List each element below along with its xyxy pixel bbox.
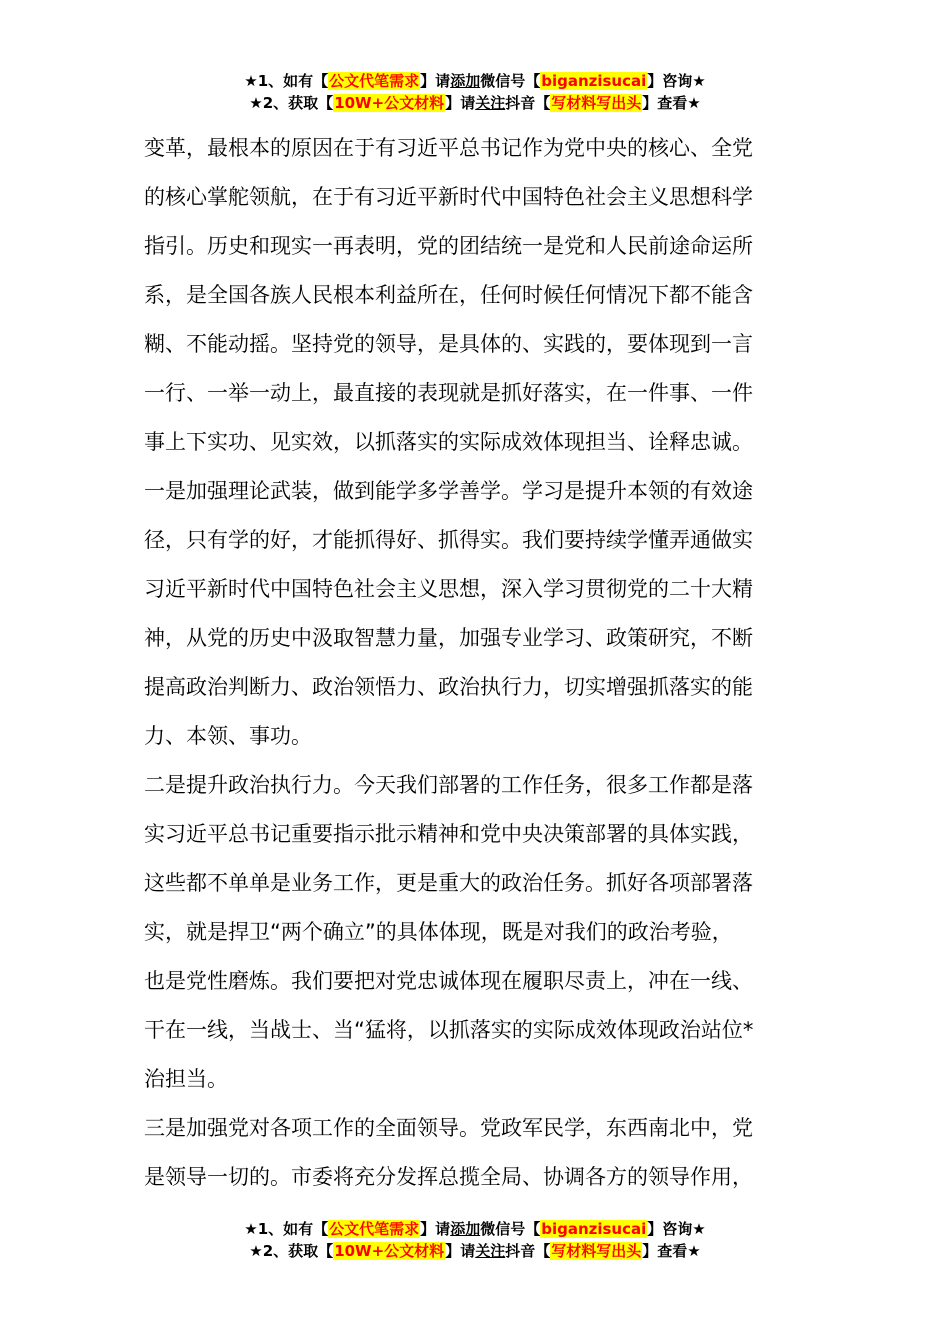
body-line: 干在一线，当战士、当“猛将，以抓落实的实际成效体现政治站位* [144,1018,754,1042]
header-highlight-materials: 10W+公文材料 [334,94,445,112]
footer-line-1-prefix: ★1、如有【 [244,1220,329,1238]
header-line-1-mid2: 微信号【 [480,72,541,90]
footer-line-2-prefix: ★2、获取【 [249,1242,334,1260]
body-line: 糊、不能动摇。坚持党的领导，是具体的、实践的，要体现到一言 [144,332,753,356]
footer-line-1 [0,1218,950,1240]
header-line-2-mid: 】请 [445,94,476,112]
body-line: 实习近平总书记重要指示批示精神和党中央决策部署的具体实践， [144,822,753,846]
body-line: 也是党性磨炼。我们要把对党忠诚体现在履职尽责上，冲在一线、 [144,969,753,993]
header-highlight-service: 公文代笔需求 [329,72,420,90]
document-body [144,124,808,1202]
body-line: 治担当。 [144,1067,228,1091]
body-line: 三是加强党对各项工作的全面领导。党政军民学，东西南北中，党 [144,1116,753,1140]
body-line: 事上下实功、见实效，以抓落实的实际成效体现担当、诠释忠诚。 [144,430,753,454]
header-line-1 [0,70,950,92]
header-line-2 [0,92,950,114]
body-line: 是领导一切的。市委将充分发挥总揽全局、协调各方的领导作用， [144,1165,753,1189]
header-banner [0,70,950,114]
header-line-2-mid2: 抖音【 [505,94,551,112]
body-line: 一是加强理论武装，做到能学多学善学。学习是提升本领的有效途 [144,479,753,503]
body-line: 神，从党的历史中汲取智慧力量，加强专业学习、政策研究，不断 [144,626,753,650]
body-line: 径，只有学的好，才能抓得好、抓得实。我们要持续学懂弄通做实 [144,528,753,552]
footer-line-1-mid2: 微信号【 [480,1220,541,1238]
footer-line-1-mid: 】请 [420,1220,451,1238]
header-line-2-suffix: 】查看★ [642,94,701,112]
footer-line-2 [0,1240,950,1262]
header-line-1-mid: 】请 [420,72,451,90]
header-line-1-suffix: 】咨询★ [647,72,706,90]
body-line: 一行、一举一动上，最直接的表现就是抓好落实，在一件事、一件 [144,381,753,405]
body-line: 提高政治判断力、政治领悟力、政治执行力，切实增强抓落实的能 [144,675,753,699]
body-line: 指引。历史和现实一再表明，党的团结统一是党和人民前途命运所 [144,234,753,258]
footer-douyin-account: 写材料写出头 [551,1242,642,1260]
footer-follow-text: 关注 [475,1242,506,1260]
body-line: 变革，最根本的原因在于有习近平总书记作为党中央的核心、全党 [144,136,753,160]
body-line: 这些都不单单是业务工作，更是重大的政治任务。抓好各项部署落 [144,871,753,895]
body-line: 习近平新时代中国特色社会主义思想，深入学习贯彻党的二十大精 [144,577,753,601]
header-wechat-id: biganzisucai [541,72,647,90]
header-follow-text: 关注 [475,94,506,112]
header-line-1-prefix: ★1、如有【 [244,72,329,90]
body-line: 的核心掌舵领航，在于有习近平新时代中国特色社会主义思想科学 [144,185,753,209]
header-add-text: 添加 [450,72,481,90]
footer-wechat-id: biganzisucai [541,1220,647,1238]
body-line: 实，就是捍卫“两个确立”的具体体现，既是对我们的政治考验， [144,920,733,944]
footer-banner [0,1218,950,1262]
header-line-2-prefix: ★2、获取【 [249,94,334,112]
body-line: 二是提升政治执行力。今天我们部署的工作任务，很多工作都是落 [144,773,753,797]
footer-line-2-suffix: 】查看★ [642,1242,701,1260]
body-line: 系，是全国各族人民根本利益所在，任何时候任何情况下都不能含 [144,283,753,307]
footer-line-2-mid2: 抖音【 [505,1242,551,1260]
footer-line-2-mid: 】请 [445,1242,476,1260]
footer-add-text: 添加 [450,1220,481,1238]
body-line: 力、本领、事功。 [144,724,312,748]
footer-line-1-suffix: 】咨询★ [647,1220,706,1238]
footer-highlight-service: 公文代笔需求 [329,1220,420,1238]
footer-highlight-materials: 10W+公文材料 [334,1242,445,1260]
header-douyin-account: 写材料写出头 [551,94,642,112]
